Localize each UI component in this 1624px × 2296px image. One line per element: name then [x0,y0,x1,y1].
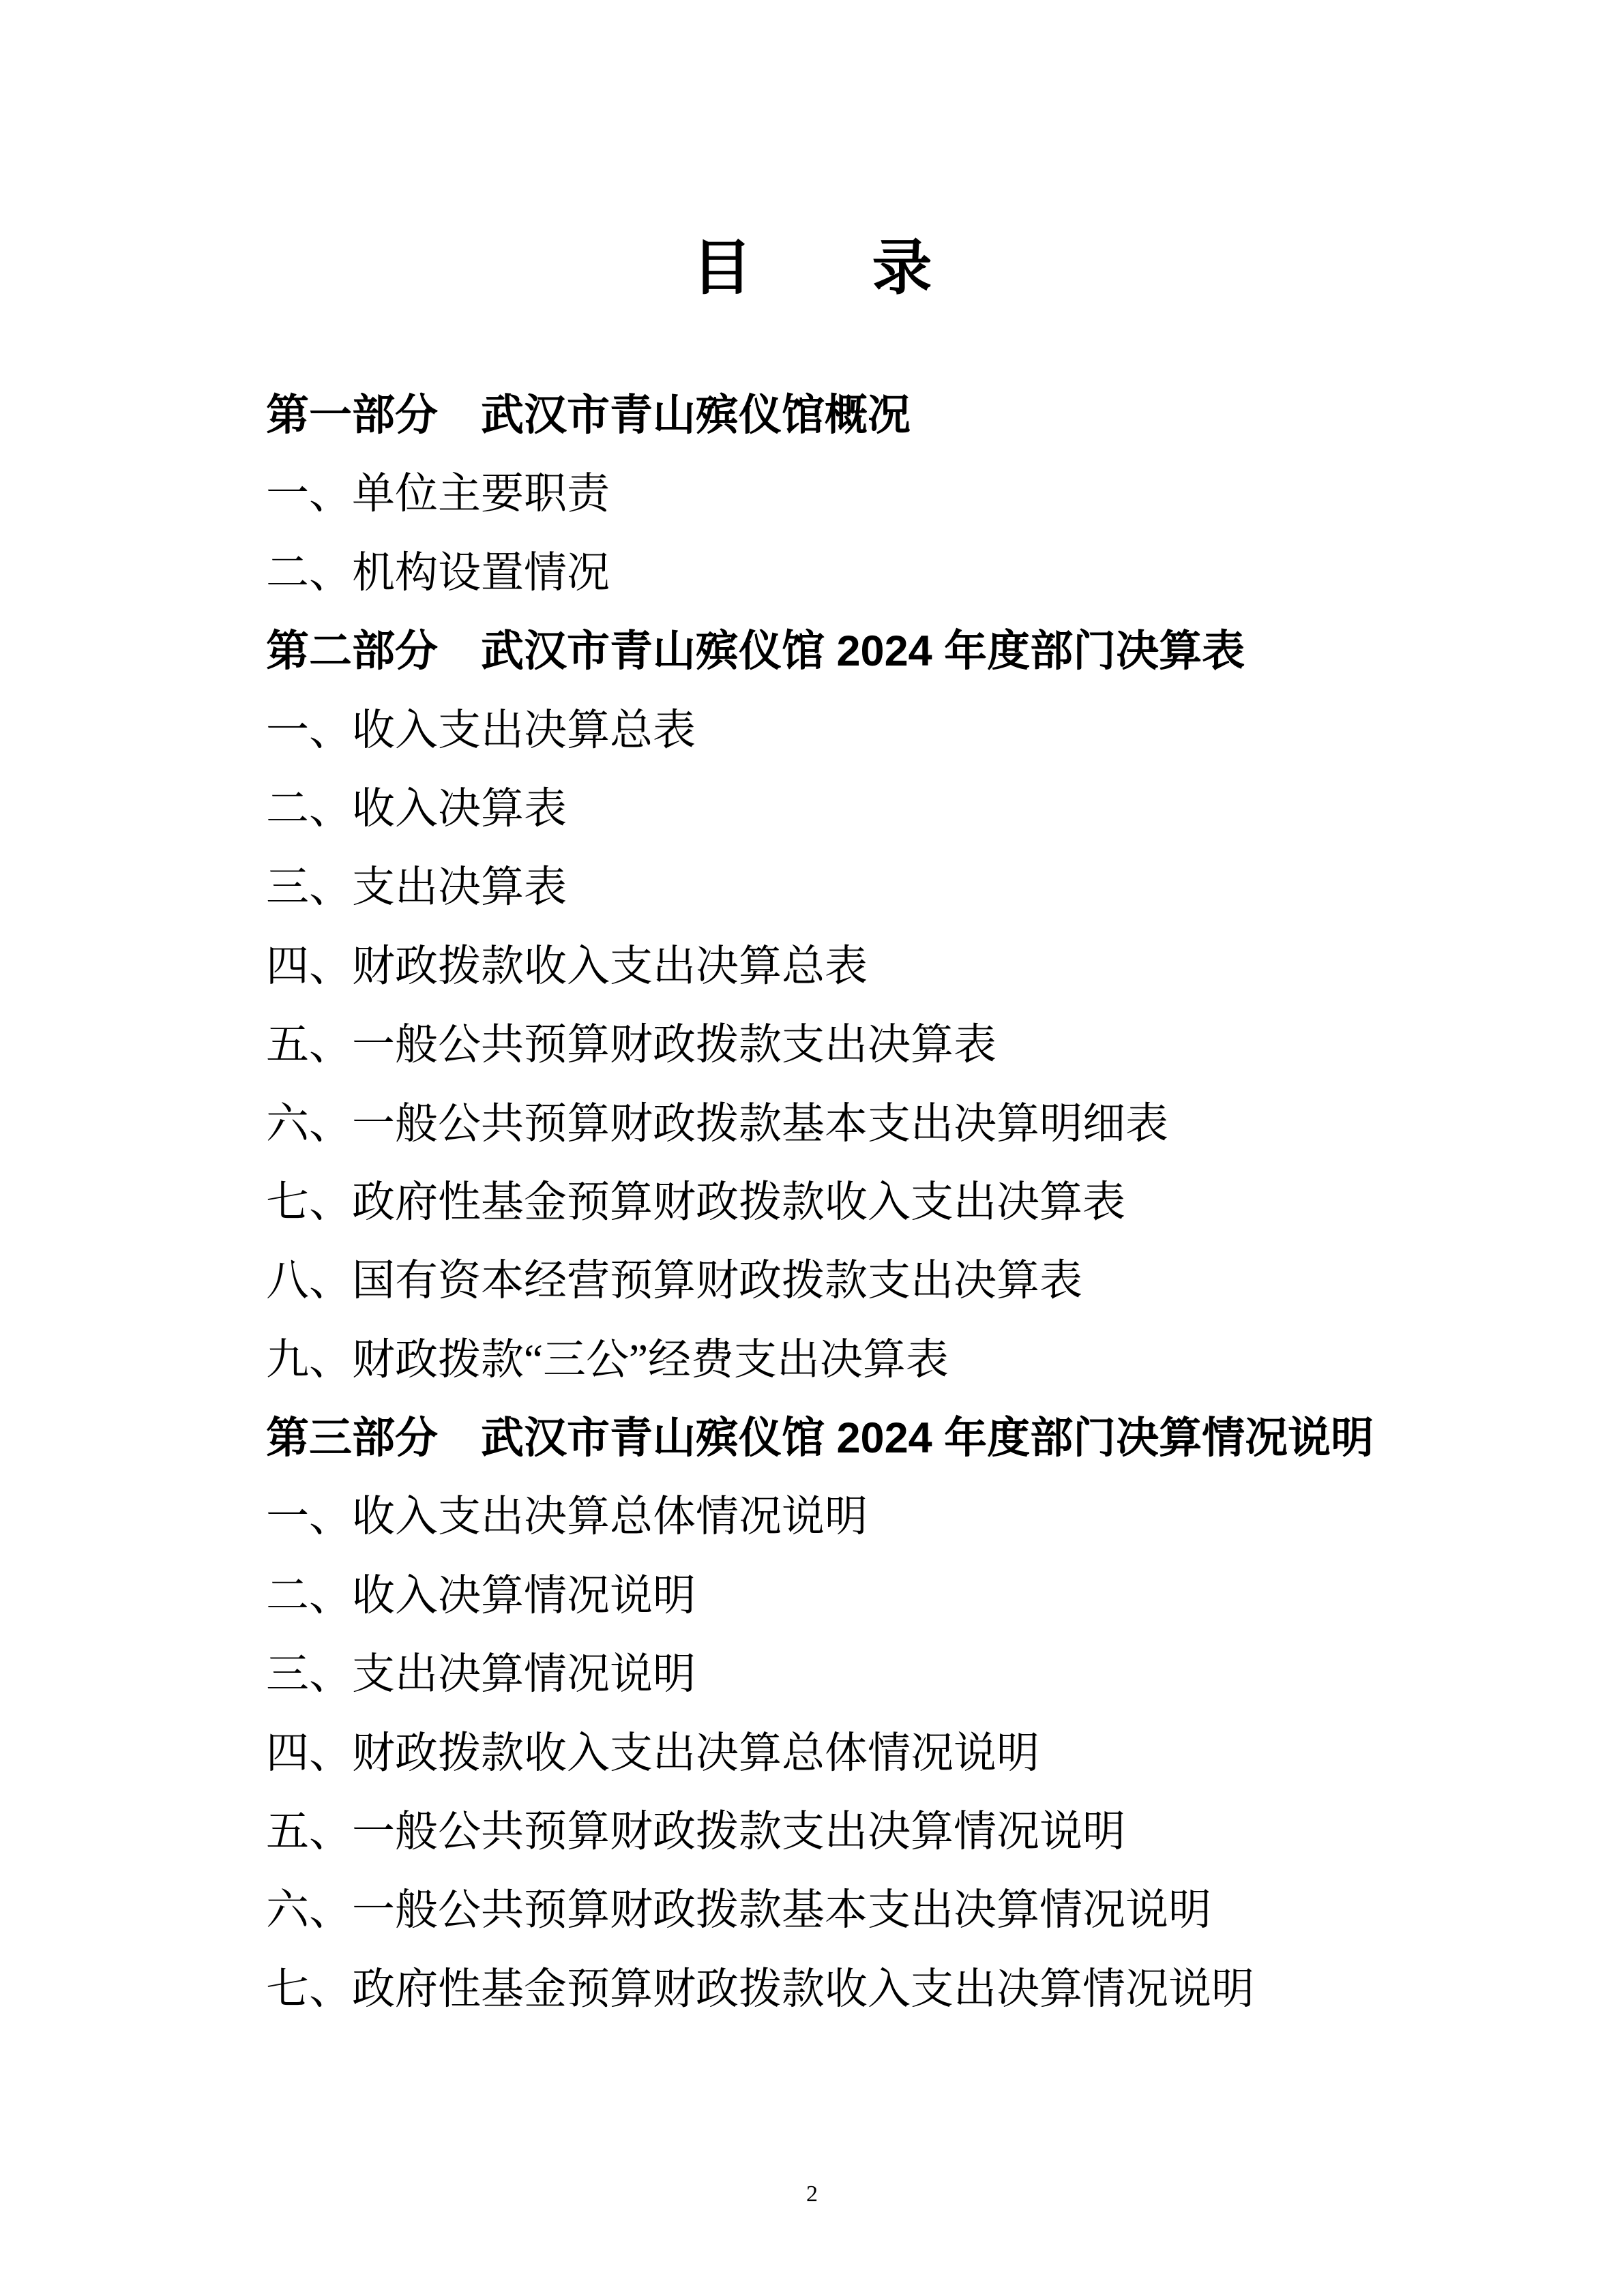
page-number: 2 [806,2181,818,2207]
toc-entry: 九、财政拨款“三公”经费支出决算表 [266,1335,949,1384]
toc-entry: 二、收入决算表 [266,784,567,833]
toc-entry: 六、一般公共预算财政拨款基本支出决算明细表 [266,1099,1168,1148]
toc-entry: 一、收入支出决算总表 [266,706,696,754]
toc-entry: 三、支出决算情况说明 [266,1650,696,1699]
toc-entry: 四、财政拨款收入支出决算总体情况说明 [266,1729,1039,1777]
toc-entry: 五、一般公共预算财政拨款支出决算表 [266,1021,996,1069]
toc-entry: 六、一般公共预算财政拨款基本支出决算情况说明 [266,1886,1211,1935]
toc-entry: 八、国有资本经营预算财政拨款支出决算表 [266,1257,1082,1305]
toc-entry: 一、收入支出决算总体情况说明 [266,1493,868,1541]
toc-entry: 一、单位主要职责 [266,470,610,518]
toc-part-heading: 第一部分 武汉市青山殡仪馆概况 [266,391,911,439]
toc-entry: 三、支出决算表 [266,863,567,912]
toc-part-heading: 第三部分 武汉市青山殡仪馆 2024 年度部门决算情况说明 [266,1414,1374,1463]
toc-entry: 七、政府性基金预算财政拨款收入支出决算情况说明 [266,1965,1254,2013]
toc-part-heading: 第二部分 武汉市青山殡仪馆 2024 年度部门决算表 [266,627,1245,676]
toc-entry: 五、一般公共预算财政拨款支出决算情况说明 [266,1808,1125,1856]
toc-entry: 四、财政拨款收入支出决算总表 [266,942,868,990]
document-title: 目 录 [692,234,932,301]
toc-entry: 七、政府性基金预算财政拨款收入支出决算表 [266,1178,1125,1226]
toc-entry: 二、收入决算情况说明 [266,1571,696,1620]
toc-entry: 二、机构设置情况 [266,548,610,597]
table-of-contents [266,376,1426,2029]
